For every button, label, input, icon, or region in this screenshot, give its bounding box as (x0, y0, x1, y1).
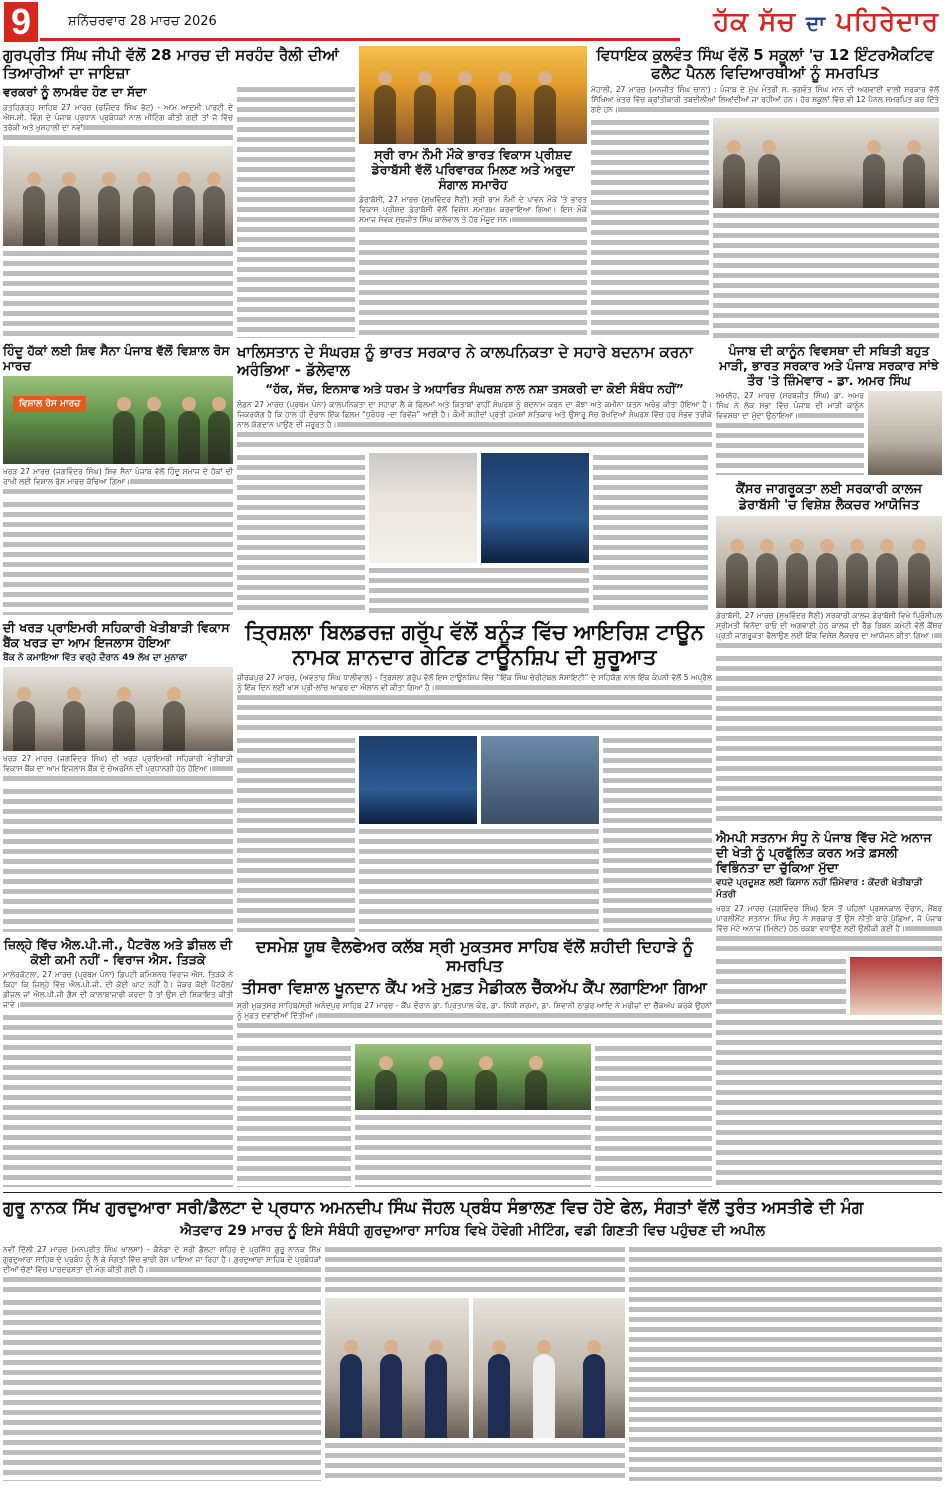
column-trishla (237, 620, 712, 932)
headline-blood-camp-2: ਤੀਸਰਾ ਵਿਸ਼ਾਲ ਖੂਨਦਾਨ ਕੈਂਪ ਅਤੇ ਮੁਫ਼ਤ ਮੈਡੀਕਲ ਚੈੱਕਅੱਪ ਕੈਂਪ ਲਗਾਇਆ ਗਿਆ (242, 978, 707, 998)
issue-date: ਸ਼ਨਿੱਚਰਵਾਰ 28 ਮਾਰਚ 2026 (68, 14, 217, 29)
headline-law-order: ਪੰਜਾਬ ਦੀ ਕਾਨੂੰਨ ਵਿਵਸਥਾ ਦੀ ਸਥਿਤੀ ਬਹੁਤ ਮਾੜੀ, ਭਾਰਤ ਸਰਕਾਰ ਅਤੇ ਪੰਜਾਬ ਸਰਕਾਰ ਸਾਂਝੇ ਤੌਰ 'ਤੇ ਜ਼ਿੰਮੇਵਾਰ - ਡਾ. ਅਮਰ ਸਿੰਘ (719, 343, 939, 388)
flat-panels-columns (591, 118, 939, 338)
body-text: ਫ਼ਤਹਿਗੜ੍ਹ ਸਾਹਿਬ 27 ਮਾਰਚ (ਰਜਿੰਦਰ ਸਿੰਘ ਭੱਟ) - ਆਮ ਆਦਮੀ ਪਾਰਟੀ ਦੇ ਐਸ.ਸੀ. ਵਿੰਗ ਦੇ ਪੰਜਾਬ ਪ੍ਰਧਾਨ ਪ੍ਰਬੰਧਕਾਂ ਨਾਲ ਮੀਟਿੰਗ ਕੀਤੀ ਗਈ ਤਾਂ ਜੋ ਵਿੱਚ ਤਰੱਕੀ ਅਤੇ ਖੁਸ਼ਹਾਲੀ ਦਾ ਨਵਾਂ (3, 103, 233, 132)
headline-millet: ਐਮਪੀ ਸਤਨਾਮ ਸੰਧੂ ਨੇ ਪੰਜਾਬ ਵਿੱਚ ਮੋਟੇ ਅਨਾਜ ਦੀ ਖੇਤੀ ਨੂੰ ਪ੍ਰਫੁੱਲਿਤ ਕਰਨ ਅਤੇ ਫ਼ਸਲੀ ਵਿਭਿੰਨਤਾ ਦਾ ਚੁੱਕਿਆ ਮੁੱਦਾ (716, 830, 932, 876)
photo-gp-rally (3, 146, 233, 246)
blood-camp-photo-col (355, 1044, 591, 1187)
row-shiv-sena-dallewal (3, 343, 712, 615)
blood-camp-right (595, 1044, 712, 1187)
body-text: ਜ਼ੀਰਕਪੁਰ 27 ਮਾਰਚ, (ਅਵਤਾਰ ਸਿੰਘ ਧਾਲੀਵਾਲ) - ਤ੍ਰਿਸ਼ਲਾ ਗਰੁੱਪ ਵੱਲੋਂ ਇਸ ਟਾਊਨਸ਼ਿਪ ਵਿੱਚ “ਇੱਕ ਸਿੰਘ ਚੇਰੀਟੇਬਲ ਸੋਸਾਇਟੀ” ਦੇ ਸਹਿਯੋਗ ਨਾਲ ਇੱਕ ਕੰਪਨੀ ਵੱਲੋਂ 5 ਅਪ੍ਰੈਲ ਨੂੰ ਇੱਕ ਦਿਨ ਲਈ ਖਾਸ ਪ੍ਰੀ-ਲਾਂਚ ਆਫਰ ਦਾ ਐਲਾਨ ਵੀ ਕੀਤਾ ਗਿਆ ਹੈ। (237, 673, 712, 693)
gurdwara-right (629, 1245, 942, 1481)
photo-portrait-sikh-leader (369, 453, 477, 563)
article-body-col (237, 736, 355, 932)
article-body-col (3, 787, 233, 932)
column-lpg (3, 937, 233, 1187)
subheadline-dallewal: “ਹੱਕ, ਸੱਚ, ਇਨਸਾਫ ਅਤੇ ਧਰਮ ਤੇ ਅਧਾਰਿਤ ਸੰਘਰਸ਼ ਨਾਲ ਨਸ਼ਾ ਤਸਕਰੀ ਦਾ ਕੋਈ ਸੰਬੰਧ ਨਹੀਂ” (265, 382, 684, 396)
article-body-dallewal (237, 400, 712, 450)
headline-flat-panels: ਵਿਧਾਇਕ ਕੁਲਵੰਤ ਸਿੰਘ ਵੱਲੋਂ 5 ਸਕੂਲਾਂ 'ਚ 12 ਇੰਟਰਐਕਟਿਵ ਫਲੈਟ ਪੈਨਲ ਵਿਦਿਆਰਥੀਆਂ ਨੂੰ ਸਮਰਪਿਤ (596, 46, 934, 82)
headline-shiv-sena: ਹਿੰਦੂ ਹੱਕਾਂ ਲਈ ਸ਼ਿਵ ਸੈਨਾ ਪੰਜਾਬ ਵੱਲੋਂ ਵਿਸ਼ਾਲ ਰੋਸ ਮਾਰਚ (3, 343, 230, 373)
column-flat-panels (591, 46, 939, 338)
column-shiv-sena (3, 343, 233, 615)
article-body-col (3, 249, 233, 338)
headline-gp-rally: ਗੁਰਪ੍ਰੀਤ ਸਿੰਘ ਜੀਪੀ ਵੱਲੋਂ 28 ਮਾਰਚ ਦੀ ਸਰਹੰਦ ਰੈਲੀ ਦੀਆਂ ਤਿਆਰੀਆਂ ਦਾ ਜਾਇਜ਼ਾ (3, 46, 339, 82)
dallewal-columns (237, 453, 712, 615)
headline-blood-camp: ਦਸਮੇਸ਼ ਯੂਥ ਵੈਲਫੇਅਰ ਕਲੱਬ ਸ੍ਰੀ ਮੁਕਤਸਰ ਸਾਹਿਬ ਵੱਲੋਂ ਸ਼ਹੀਦੀ ਦਿਹਾੜੇ ਨੂੰ ਸਮਰਪਿਤ (255, 937, 694, 976)
article-body-col (716, 957, 846, 1015)
divider (3, 1192, 942, 1193)
article-body-col (595, 1044, 712, 1187)
dallewal-photos (369, 453, 589, 615)
body-text: ਲੰਡਨ 27 ਮਾਰਚ (ਪ੍ਰਥਮ ਪੰਨਾ) ਕਾਲਪਨਿਕਤਾ ਦਾ ਸਹਾਰਾ ਲੈ ਕੇ ਫਿਲਮਾਂ ਅਤੇ ਕਿਤਾਬਾਂ ਰਾਹੀਂ ਸੰਘਰਸ਼ ਨੂੰ ਬਦਨਾਮ ਕਰਨ ਦਾ ਕੋਝਾ ਅਤੇ ਕਮੀਨਾ ਯਤਨ ਅਰੰਭ ਕੀਤਾ ਹੋਇਆ ਹੈ। ਜਿਕਰਯੋਗ ਹੈ ਕਿ ਹਾਲ ਹੀ ਦੌਰਾਨ ਇੱਕ ਫਿਲਮ “ਧੁਰੰਧਰ -ਦਾ ਰਿਵੇਂਜ” ਆਈ ਹੈ। ਕੌਮੀ ਸ਼ਹੀਦਾਂ ਪ੍ਰਤੀ ਹਮੇਸ਼ਾਂ ਸਤਿਕਾਰ ਅਤੇ ਉਸਾਰੂ ਸੋਚ ਰੱਖਦਿਆਂ ਸੰਘਰਸ਼ ਵਿੱਚ ਹਰ ਸੰਭਵ ਤਰੀਕੇ ਨਾਲ ਯੋਗਦਾਨ ਪਾਉਣ ਦੀ ਜਰੂਰਤ ਹੈ। (237, 400, 712, 429)
band-top (3, 46, 942, 338)
article-body-col (716, 1018, 942, 1187)
headline-cancer-lecture: ਕੈਂਸਰ ਜਾਗਰੂਕਤਾ ਲਈ ਸਰਕਾਰੀ ਕਾਲਜ ਡੇਰਾਬੱਸੀ 'ਚ ਵਿਸ਼ੇਸ਼ ਲੈਕਚਰ ਆਯੋਜਿਤ (736, 482, 922, 513)
gp-rally-right (237, 85, 355, 338)
headline-khararh-bank: ਦੀ ਖਰੜ ਪ੍ਰਾਇਮਰੀ ਸਹਿਕਾਰੀ ਖੇਤੀਬਾੜੀ ਵਿਕਾਸ ਬੈਂਕ ਖਰੜ ਦਾ ਆਮ ਇਜਲਾਸ ਹੋਇਆ (3, 620, 230, 650)
article-body-col (713, 211, 939, 338)
article-body-col (591, 118, 709, 338)
article-body-cancer-lecture (716, 611, 942, 651)
march-banner: ਵਿਸ਼ਾਲ ਰੋਸ ਮਾਰਚ (13, 396, 86, 412)
article-body-gurdwara (3, 1245, 321, 1295)
dallewal-right (593, 453, 708, 615)
body-text: ਖਰੜ 27 ਮਾਰਚ (ਜਗਵਿੰਦਰ ਸਿੰਘ) ਸ਼ਿਵ ਸੈਨਾ ਪੰਜਾਬ ਵੱਲੋਂ ਹਿੰਦੂ ਸਮਾਜ ਦੇ ਹੱਕਾਂ ਦੀ ਰਾਖੀ ਲਈ ਵਿਸ਼ਾਲ ਰੋਸ ਮਾਰਚ ਕੱਢਿਆ ਗਿਆ। (3, 467, 233, 486)
article-body-col (3, 500, 233, 615)
body-text: ਅਮਲੋਹ, 27 ਮਾਰਚ (ਸਰਬਜੀਤ ਸਿੰਘ) ਡਾ. ਅਮਰ ਸਿੰਘ ਨੇ ਲੋਕ ਸਭਾ ਵਿੱਚ ਪੰਜਾਬ ਦੀ ਮਾੜੀ ਕਾਨੂੰਨ ਵਿਵਸਥਾ ਦਾ ਮੁੱਦਾ ਉਠਾਇਆ। (716, 391, 864, 420)
subheadline-gp-rally: ਵਰਕਰਾਂ ਨੂੰ ਲਾਮਬੰਦ ਹੋਣ ਦਾ ਸੱਦਾ (3, 85, 147, 99)
column-dallewal (237, 343, 712, 615)
article-body-law-order (716, 391, 864, 475)
photo-gurdwara-1 (325, 1298, 469, 1438)
page-number: 9 (4, 2, 38, 42)
photo-blood-camp (355, 1044, 591, 1110)
article-body-gp-rally (3, 103, 233, 143)
article-body-col (237, 453, 365, 615)
article-body-col (359, 238, 587, 338)
headline-dallewal: ਖਾਲਿਸਤਾਨ ਦੇ ਸੰਘਰਸ਼ ਨੂੰ ਭਾਰਤ ਸਰਕਾਰ ਨੇ ਕਾਲਪਨਿਕਤਾ ਦੇ ਸਹਾਰੇ ਬਦਨਾਮ ਕਰਨਾ ਅਰੰਭਿਆ - ਡੱਲੇਵਾਲ (237, 343, 693, 379)
photo-portrait-sandhu (850, 957, 942, 1015)
law-order-row (716, 391, 942, 475)
trishla-photo-row (359, 736, 599, 824)
row-lpg-blood-camp (3, 937, 712, 1187)
gp-rally-columns (3, 85, 355, 338)
subheadline-gurdwara-surrey: ਐਤਵਾਰ 29 ਮਾਰਚ ਨੂੰ ਇਸੇ ਸੰਬੰਧੀ ਗੁਰਦੁਆਰਾ ਸਾਹਿਬ ਵਿਖੇ ਹੋਵੇਗੀ ਮੀਟਿੰਗ, ਵਡੀ ਗਿਣਤੀ ਵਿਚ ਪਹੁੰਚਣ ਦੀ ਅਪੀਲ (180, 1222, 765, 1239)
logo-text-end: ਪਹਿਰੇਦਾਰ (836, 7, 939, 37)
gurdwara-photos (325, 1245, 625, 1481)
subheadline-millet: ਵਧਦੇ ਪ੍ਰਦੂਸ਼ਣ ਲਈ ਕਿਸਾਨ ਨਹੀਂ ਜ਼ਿੰਮੇਵਾਰ : ਕੇਂਦਰੀ ਖੇਤੀਬਾੜੀ ਮੰਤਰੀ (716, 878, 923, 900)
dallewal-photo-row (369, 453, 589, 563)
photo-portrait-dr-amar-singh (868, 391, 942, 475)
article-body-col (603, 736, 712, 932)
trishla-right (603, 736, 712, 932)
article-body-col (716, 654, 942, 823)
trishla-left (237, 736, 355, 932)
blood-camp-columns (237, 1044, 712, 1187)
headline-ram-navami: ਸ੍ਰੀ ਰਾਮ ਨੌਮੀ ਮੌਕੇ ਭਾਰਤ ਵਿਕਾਸ ਪ੍ਰੀਸ਼ਦ ਡੇਰਾਬੱਸੀ ਵੱਲੋਂ ਪਰਿਵਾਰਕ ਮਿਲਣ ਅਤੇ ਅਰੁਦਾ ਸੰਗਾਲ ਸਮਾਰੋਹ (371, 147, 575, 192)
photo-gurdwara-2 (473, 1298, 625, 1438)
dallewal-left (237, 453, 365, 615)
trishla-columns (237, 736, 712, 932)
article-body-ram-navami (359, 195, 587, 235)
headline-lpg-supply: ਜ਼ਿਲ੍ਹੇ ਵਿੱਚ ਐਲ.ਪੀ.ਜੀ., ਪੈਟਰੋਲ ਅਤੇ ਡੀਜ਼ਲ ਦੀ ਕੋਈ ਕਮੀ ਨਹੀਂ - ਵਿਰਾਜ ਐਸ. ਤਿੜਕੇ (3, 937, 233, 967)
gurdwara-left (3, 1245, 321, 1481)
article-body-khararh-bank (3, 754, 233, 784)
trishla-photos (359, 736, 599, 932)
article-body-col (237, 1044, 351, 1187)
photo-flat-panels (713, 118, 939, 208)
body-text: ਡੇਰਾਬੱਸੀ, 27 ਮਾਰਚ (ਸੁਖਵਿੰਦਰ ਸੈਣੀ) ਸ੍ਰੀ ਰਾਮ ਨੌਮੀ ਦੇ ਪਾਵਨ ਮੌਕੇ 'ਤੇ ਭਾਰਤ ਵਿਕਾਸ ਪ੍ਰੀਸ਼ਦ ਡੇਰਾਬੱਸੀ ਵੱਲੋਂ ਵਿਸ਼ੇਸ਼ ਸਮਾਗਮ ਕਰਵਾਇਆ ਗਿਆ। ਇਸ ਮੌਕੇ ਸਮਾਜ ਸੇਵਕ ਸੁਰਜੀਤ ਸਿੰਘ ਕਾਲੇਵਾਲ ਤੇ ਹੋਰ ਮੌਜੂਦ ਸਨ। (359, 195, 587, 224)
logo-text: ਹੱਕ ਸੱਚ (713, 7, 796, 37)
article-body-col (359, 827, 599, 932)
article-body-col (3, 1013, 233, 1187)
page-content (3, 46, 942, 1481)
photo-shiv-sena-march (3, 376, 233, 464)
article-body-col (369, 566, 589, 615)
article-body-col (629, 1245, 942, 1481)
flat-panels-left (591, 118, 709, 338)
body-text: ਮਾਲੇਰਕੋਟਲਾ, 27 ਮਾਰਚ (ਪ੍ਰਥਮ ਪੰਨਾ) ਡਿਪਟੀ ਕਮਿਸ਼ਨਰ ਵਿਰਾਜ ਐਸ. ਤਿੜਕੇ ਨੇ ਕਿਹਾ ਕਿ ਜ਼ਿਲ੍ਹੇ ਵਿੱਚ ਐਲ.ਪੀ.ਜੀ. ਦੀ ਕੋਈ ਘਾਟ ਨਹੀਂ ਹੈ। ਜੇਕਰ ਕੋਈ ਪੈਟਰੋਲ/ਡੀਜ਼ਲ ਜਾਂ ਐਲ.ਪੀ.ਜੀ ਗੈਸ ਦੀ ਕਾਲਾਬਾਜ਼ਾਰੀ ਕਰਦਾ ਹੈ ਤਾਂ ਉਸ ਦੀ ਸ਼ਿਕਾਇਤ ਕੀਤੀ ਜਾਵੇ। (3, 970, 233, 1009)
gp-rally-left (3, 85, 233, 338)
photo-portrait-sikh-leader-2 (481, 453, 589, 563)
article-body-trishla (237, 673, 712, 733)
article-body-col (237, 85, 355, 338)
body-text: ਡੇਰਾਬੱਸੀ, 27 ਮਾਰਚ (ਸੁਖਵਿੰਦਰ ਸੈਣੀ) ਸਰਕਾਰੀ ਕਾਲਜ ਡੇਰਾਬੱਸੀ ਵਿਖੇ ਪ੍ਰਿੰਸੀਪਲ ਸ੍ਰੀਮਤੀ ਵਿਨੋਦਾ ਰਾਓ ਦੀ ਅਗਵਾਈ ਹੇਠ ਕਾਲਜ ਦੀ ਰੈੱਡ ਰਿਬਨ ਕਮੇਟੀ ਵੱਲੋਂ ਕੈਂਸਰ ਪ੍ਰਤੀ ਜਾਗਰੂਕਤਾ ਫੈਲਾਉਣ ਲਈ ਇੱਕ ਵਿਸ਼ੇਸ਼ ਲੈਕਚਰ ਦਾ ਆਯੋਜਨ ਕੀਤਾ ਗਿਆ। (716, 611, 942, 641)
photo-cancer-lecture (716, 516, 942, 608)
logo-da: ਦਾ (805, 11, 826, 35)
photo-bank-meeting (3, 667, 233, 751)
main-right (716, 343, 942, 1187)
article-body-shiv-sena (3, 467, 233, 497)
photo-trishla-executive (481, 736, 599, 824)
article-body-col (325, 1245, 625, 1295)
band-main (3, 343, 942, 1187)
gurdwara-columns (3, 1245, 942, 1481)
body-text: ਨਵੀਂ ਦਿੱਲੀ 27 ਮਾਰਚ (ਮਨਪ੍ਰੀਤ ਸਿੰਘ ਖਾਲਸਾ) - ਕੈਨੇਡਾ ਦੇ ਸਰੀ ਡੈਲਟਾ ਸ਼ਹਿਰ ਦੇ ਪ੍ਰਸਿੱਧ ਗੁਰੂ ਨਾਨਕ ਸਿੱਖ ਗੁਰਦੁਆਰਾ ਸਾਹਿਬ ਦੇ ਪ੍ਰਬੰਧ ਨੂੰ ਲੈ ਕੇ ਸੰਗਤਾਂ ਵਿੱਚ ਭਾਰੀ ਰੋਸ ਪਾਇਆ ਜਾ ਰਿਹਾ ਹੈ। ਗੁਰਦੁਆਰਾ ਸਾਹਿਬ ਦੇ ਪ੍ਰਬੰਧਕਾਂ ਦੀਆਂ ਚੋਣਾਂ ਵਿੱਚ ਪਾਰਦਰਸ਼ਤਾ ਦੀ ਮੰਗ ਕੀਤੀ ਗਈ ਹੈ। (3, 1245, 321, 1275)
article-body-col (3, 1298, 321, 1481)
body-text: ਖਰੜ 27 ਮਾਰਚ (ਜਗਵਿੰਦਰ ਸਿੰਘ) ਦੀ ਖਰੜ ਪ੍ਰਾਇਮਰੀ ਸਹਿਕਾਰੀ ਖੇਤੀਬਾੜੀ ਵਿਕਾਸ ਬੈਂਕ ਦਾ ਆਮ ਇਜਲਾਸ ਬੈਂਕ ਦੇ ਚੇਅਰਮੈਨ ਦੀ ਪ੍ਰਧਾਨਗੀ ਹੇਠ ਹੋਇਆ। (3, 754, 233, 774)
column-blood-camp (237, 937, 712, 1187)
article-body-col (593, 453, 708, 615)
article-body-blood-camp (237, 1001, 712, 1041)
subheadline-khararh-bank: ਬੈਂਕ ਨੇ ਕਮਾਇਆ ਵਿੱਤ ਵਰ੍ਹੇ ਦੌਰਾਨ 49 ਲੱਖ ਦਾ ਮੁਨਾਫਾ (3, 653, 188, 663)
photo-ram-navami (359, 46, 587, 144)
flat-panels-right (713, 118, 939, 338)
header-rule (40, 38, 680, 41)
article-body-lpg (3, 970, 233, 1010)
article-body-col (325, 1441, 625, 1481)
headline-trishla-builders: ਤ੍ਰਿਸ਼ਲਾ ਬਿਲਡਰਜ਼ ਗਰੁੱਪ ਵੱਲੋਂ ਬਨੂੰੜ ਵਿੱਚ ਆਇਰਿਸ਼ ਟਾਊਨ ਨਾਮਕ ਸ਼ਾਨਦਾਰ ਗੇਟਿਡ ਟਾਊਨਸ਼ਿਪ ਦੀ ਸ਼ੁਰੂਆਤ (245, 620, 704, 670)
row-bank-trishla (3, 620, 712, 932)
main-left (3, 343, 712, 1187)
newspaper-logo (713, 4, 939, 41)
article-body-col (355, 1113, 591, 1187)
headline-gurdwara-surrey: ਗੁਰੂ ਨਾਨਕ ਸਿੱਖ ਗੁਰਦੁਆਰਾ ਸਰੀ/ਡੈਲਟਾ ਦੇ ਪ੍ਰਧਾਨ ਅਮਨਦੀਪ ਸਿੰਘ ਜੌਹਲ ਪ੍ਰਬੰਧ ਸੰਭਾਲਣ ਵਿਚ ਹੋਏ ਫੇਲ, ਸੰਗਤਾਂ ਵੱਲੋਂ ਤੁਰੰਤ ਅਸਤੀਫੇ ਦੀ ਮੰਗ (3, 1198, 864, 1217)
body-text: ਮੋਹਾਲੀ, 27 ਮਾਰਚ (ਮਨਜੀਤ ਸਿੰਘ ਚਾਨਾ) : ਪੰਜਾਬ ਦੇ ਮੁੱਖ ਮੰਤਰੀ ਸ. ਭਗਵੰਤ ਸਿੰਘ ਮਾਨ ਦੀ ਅਗਵਾਈ ਵਾਲੀ ਸਰਕਾਰ ਵੱਲੋਂ ਸਿੱਖਿਆ ਖੇਤਰ ਵਿੱਚ ਕ੍ਰਾਂਤੀਕਾਰੀ ਤਬਦੀਲੀਆਂ ਲਿਆਂਦੀਆਂ ਜਾ ਰਹੀਆਂ ਹਨ। ਹੋਰ ਸਕੂਲਾਂ ਵਿੱਚ ਵੀ 12 ਪੈਨਲ ਸਮਰਪਿਤ ਕਰ ਦਿੱਤੇ ਗਏ ਹਨ। (591, 85, 939, 114)
article-body-flat-panels (591, 85, 939, 115)
gurdwara-photo-row (325, 1298, 625, 1438)
column-gp-rally (3, 46, 355, 338)
body-text: ਸ੍ਰੀ ਮੁਕਤਸਰ ਸਾਹਿਬ/ਸ੍ਰੀ ਅਨੰਦਪੁਰ ਸਾਹਿਬ 27 ਮਾਰਚ - ਕੈਂਪ ਦੌਰਾਨ ਡਾ. ਪ੍ਰਿਤਪਾਲ ਕੌਰ, ਡਾ. ਨਿਧੀ ਸ਼ਰਮਾ, ਡਾ. ਸ਼ਿਵਾਨੀ ਠਾਕੁਰ ਆਦਿ ਨੇ ਮਰੀਜ਼ਾਂ ਦਾ ਚੈੱਕਅੱਪ ਕਰਕੇ ਉਹਨਾਂ ਨੂੰ ਮੁਫ਼ਤ ਦਵਾਈਆਂ ਦਿੱਤੀਆਂ। (237, 1000, 712, 1020)
body-text: ਖਰੜ 27 ਮਾਰਚ (ਜਗਵਿੰਦਰ ਸਿੰਘ) ਇਸ ਤੋਂ ਪਹਿਲਾਂ ਪ੍ਰਸ਼ਨਕਾਲ ਦੌਰਾਨ, ਮੈਂਬਰ ਪਾਰਲੀਮੈਂਟ ਸਤਨਾਮ ਸਿੰਘ ਸੰਧੂ ਨੇ ਸਰਕਾਰ ਤੋਂ ਉਸ ਨੀਤੀ ਬਾਰੇ ਪੁੱਛਿਆ, ਜੋ ਪੰਜਾਬ ਵਿੱਚ ਮੋਟੇ ਅਨਾਜ (ਮਿਲੇਟ) ਹੇਠ ਰਕਬਾ ਵਧਾਉਣ ਲਈ ਉਲੀਕੀ ਗਈ ਹੈ। (716, 903, 942, 933)
column-khararh-bank (3, 620, 233, 932)
article-body-millet (716, 904, 942, 954)
millet-row (716, 957, 942, 1015)
blood-camp-left (237, 1044, 351, 1187)
column-ram-navami (359, 46, 587, 338)
photo-trishla-speaker (359, 736, 477, 824)
